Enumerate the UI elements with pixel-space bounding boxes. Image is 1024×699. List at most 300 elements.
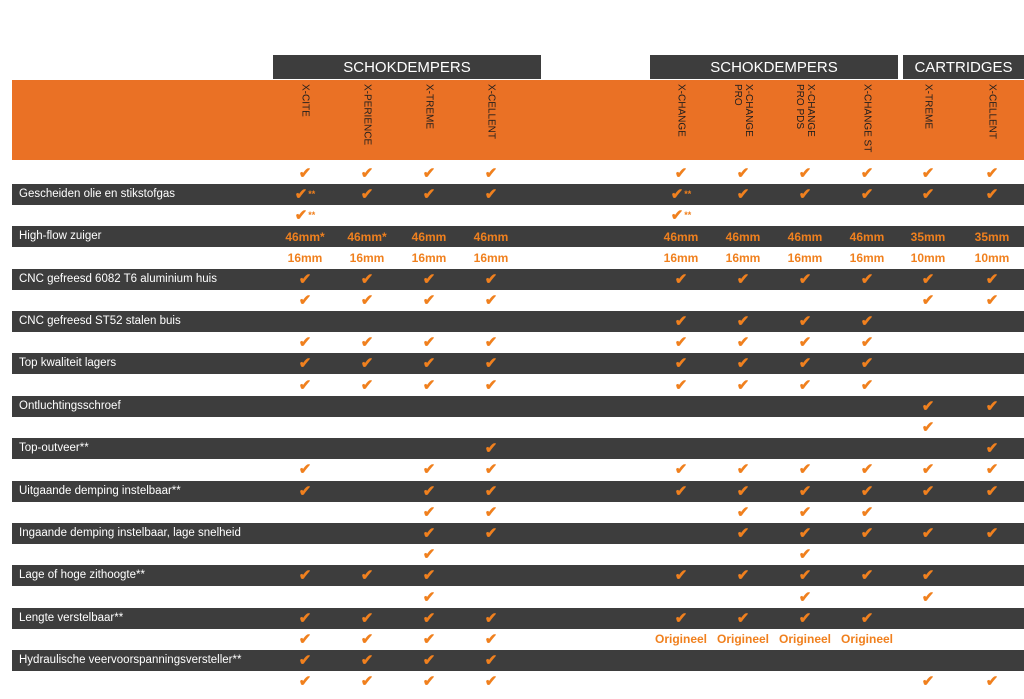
table-cell — [337, 608, 397, 628]
table-cell — [962, 227, 1022, 247]
table-cell — [275, 375, 335, 395]
table-cell — [837, 629, 897, 649]
table-cell — [837, 248, 897, 268]
table-cell — [775, 354, 835, 374]
check-icon: ✔ — [484, 482, 498, 500]
table-cell — [775, 608, 835, 628]
table-cell — [713, 460, 773, 480]
check-icon: ✔ — [360, 270, 374, 288]
table-cell — [962, 248, 1022, 268]
table-cell — [399, 269, 459, 289]
check-icon: ✔ — [298, 630, 312, 648]
table-cell — [275, 163, 335, 183]
check-icon: ✔ — [674, 609, 688, 627]
footnote-marker: ** — [308, 210, 316, 221]
check-icon: ✔ — [736, 524, 750, 542]
table-cell — [651, 311, 711, 331]
table-cell — [837, 227, 897, 247]
feature-label: Top kwaliteit lagers — [19, 357, 117, 370]
cell-value: Origineel — [840, 632, 893, 647]
check-icon: ✔ — [921, 185, 935, 203]
table-cell — [399, 545, 459, 565]
check-icon: ✔ — [484, 185, 498, 203]
feature-label: Lage of hoge zithoogte** — [19, 569, 145, 582]
table-cell — [775, 587, 835, 607]
column-header — [837, 84, 897, 154]
check-icon: ✔ — [798, 503, 812, 521]
check-icon: ✔ — [921, 291, 935, 309]
check-icon: ✔ — [298, 291, 312, 309]
table-cell — [837, 608, 897, 628]
table-cell — [898, 523, 958, 543]
check-icon: ✔ — [298, 355, 312, 373]
table-cell — [651, 460, 711, 480]
check-icon: ✔ — [422, 482, 436, 500]
check-icon: ✔ — [674, 376, 688, 394]
table-cell — [713, 163, 773, 183]
table-cell — [713, 227, 773, 247]
group-header-cartridges — [903, 55, 1024, 79]
table-cell — [962, 439, 1022, 459]
check-icon: ✔ — [484, 376, 498, 394]
check-icon: ✔ — [921, 588, 935, 606]
group-header-label: CARTRIDGES — [914, 58, 1013, 76]
check-icon: ✔ — [921, 461, 935, 479]
table-cell — [275, 481, 335, 501]
table-cell — [713, 481, 773, 501]
check-icon: ✔ — [798, 376, 812, 394]
table-cell — [713, 184, 773, 204]
table-cell — [775, 269, 835, 289]
column-header — [275, 84, 335, 154]
table-cell — [962, 290, 1022, 310]
check-icon: ✔ — [360, 630, 374, 648]
check-icon: ✔ — [422, 355, 436, 373]
check-icon: ✔ — [798, 355, 812, 373]
table-cell — [775, 566, 835, 586]
check-icon: ✔ — [422, 291, 436, 309]
check-icon: ✔ — [298, 567, 312, 585]
table-cell — [651, 184, 711, 204]
table-cell — [962, 184, 1022, 204]
table-cell — [775, 333, 835, 353]
column-header-label: X-CELLENT — [485, 84, 497, 140]
check-icon: ✔ — [294, 185, 308, 203]
cell-value: Origineel — [716, 632, 769, 647]
check-icon: ✔ — [736, 334, 750, 352]
table-cell — [337, 227, 397, 247]
cell-value: 16mm — [287, 250, 323, 265]
table-cell — [399, 651, 459, 671]
table-cell — [898, 227, 958, 247]
table-cell — [898, 566, 958, 586]
check-icon: ✔ — [798, 461, 812, 479]
table-cell — [275, 354, 335, 374]
cell-value: 16mm — [473, 250, 509, 265]
table-cell — [837, 184, 897, 204]
table-cell — [275, 205, 335, 225]
check-icon: ✔ — [422, 652, 436, 670]
feature-label: Top-outveer** — [19, 442, 89, 455]
table-cell — [962, 523, 1022, 543]
column-header-label: X-CHANGE PRO — [732, 84, 754, 137]
check-icon: ✔ — [484, 652, 498, 670]
table-cell — [461, 629, 521, 649]
check-icon: ✔ — [921, 397, 935, 415]
column-header — [775, 84, 835, 154]
table-cell — [651, 566, 711, 586]
column-header-label: X-CITE — [299, 84, 311, 117]
check-icon: ✔ — [360, 291, 374, 309]
check-icon: ✔ — [921, 270, 935, 288]
check-icon: ✔ — [484, 609, 498, 627]
check-icon: ✔ — [422, 334, 436, 352]
table-cell — [461, 290, 521, 310]
table-cell — [337, 163, 397, 183]
table-cell — [399, 460, 459, 480]
check-icon: ✔ — [484, 630, 498, 648]
cell-value: Origineel — [778, 632, 831, 647]
table-cell — [399, 163, 459, 183]
table-cell — [461, 227, 521, 247]
cell-value: 46mm — [849, 229, 885, 244]
check-icon: ✔ — [985, 185, 999, 203]
check-icon: ✔ — [860, 524, 874, 542]
table-cell — [837, 460, 897, 480]
check-icon: ✔ — [798, 334, 812, 352]
column-header — [461, 84, 521, 154]
column-header — [651, 84, 711, 154]
check-icon: ✔ — [422, 546, 436, 564]
footnote-marker: ** — [684, 210, 692, 221]
cell-value: 35mm — [974, 229, 1010, 244]
check-icon: ✔ — [985, 461, 999, 479]
check-icon: ✔ — [360, 673, 374, 691]
table-cell — [337, 375, 397, 395]
check-icon: ✔ — [670, 185, 684, 203]
check-icon: ✔ — [736, 312, 750, 330]
table-cell — [651, 269, 711, 289]
check-icon: ✔ — [860, 185, 874, 203]
check-icon: ✔ — [360, 376, 374, 394]
table-cell — [399, 227, 459, 247]
table-cell — [713, 629, 773, 649]
check-icon: ✔ — [298, 609, 312, 627]
cell-value: 46mm — [725, 229, 761, 244]
check-icon: ✔ — [736, 355, 750, 373]
table-cell — [651, 163, 711, 183]
table-cell — [775, 502, 835, 522]
check-icon: ✔ — [921, 673, 935, 691]
check-icon: ✔ — [985, 164, 999, 182]
footnote-marker: ** — [308, 189, 316, 200]
table-cell — [898, 396, 958, 416]
column-header — [399, 84, 459, 154]
check-icon: ✔ — [921, 418, 935, 436]
table-cell — [275, 460, 335, 480]
check-icon: ✔ — [422, 609, 436, 627]
check-icon: ✔ — [422, 270, 436, 288]
table-cell — [898, 587, 958, 607]
table-cell — [275, 290, 335, 310]
check-icon: ✔ — [298, 652, 312, 670]
column-header-label: X-CELLENT — [986, 84, 998, 140]
table-cell — [399, 523, 459, 543]
check-icon: ✔ — [298, 164, 312, 182]
table-cell — [837, 354, 897, 374]
table-cell — [962, 481, 1022, 501]
check-icon: ✔ — [674, 164, 688, 182]
feature-label: Uitgaande demping instelbaar** — [19, 484, 181, 497]
check-icon: ✔ — [484, 461, 498, 479]
feature-label: Lengte verstelbaar** — [19, 611, 124, 624]
table-cell — [837, 375, 897, 395]
table-cell — [337, 333, 397, 353]
table-cell — [399, 290, 459, 310]
table-cell — [775, 523, 835, 543]
check-icon: ✔ — [484, 503, 498, 521]
check-icon: ✔ — [985, 440, 999, 458]
table-cell — [461, 333, 521, 353]
table-cell — [399, 502, 459, 522]
table-cell — [399, 608, 459, 628]
table-cell — [461, 269, 521, 289]
table-cell — [275, 629, 335, 649]
check-icon: ✔ — [674, 355, 688, 373]
table-cell — [337, 651, 397, 671]
check-icon: ✔ — [422, 461, 436, 479]
table-cell — [713, 333, 773, 353]
cell-value: 46mm* — [347, 229, 387, 244]
table-cell — [461, 163, 521, 183]
feature-label: Gescheiden olie en stikstofgas — [19, 187, 175, 200]
check-icon: ✔ — [921, 524, 935, 542]
table-cell — [461, 502, 521, 522]
table-cell — [275, 566, 335, 586]
table-cell — [775, 184, 835, 204]
table-cell — [651, 248, 711, 268]
table-cell — [399, 587, 459, 607]
check-icon: ✔ — [360, 567, 374, 585]
feature-label: CNC gefreesd 6082 T6 aluminium huis — [19, 272, 217, 285]
column-header — [962, 84, 1022, 154]
table-cell — [898, 417, 958, 437]
table-cell — [898, 184, 958, 204]
table-cell — [651, 205, 711, 225]
check-icon: ✔ — [422, 630, 436, 648]
table-cell — [275, 248, 335, 268]
check-icon: ✔ — [360, 185, 374, 203]
table-cell — [962, 269, 1022, 289]
check-icon: ✔ — [422, 673, 436, 691]
check-icon: ✔ — [484, 270, 498, 288]
check-icon: ✔ — [798, 609, 812, 627]
table-cell — [898, 248, 958, 268]
check-icon: ✔ — [298, 334, 312, 352]
table-cell — [337, 269, 397, 289]
table-cell — [461, 354, 521, 374]
cell-value: 16mm — [849, 250, 885, 265]
table-cell — [713, 375, 773, 395]
table-cell — [275, 608, 335, 628]
check-icon: ✔ — [860, 355, 874, 373]
cell-value: 16mm — [663, 250, 699, 265]
check-icon: ✔ — [422, 567, 436, 585]
table-cell — [337, 248, 397, 268]
check-icon: ✔ — [860, 461, 874, 479]
check-icon: ✔ — [860, 164, 874, 182]
check-icon: ✔ — [860, 482, 874, 500]
table-cell — [898, 460, 958, 480]
check-icon: ✔ — [674, 270, 688, 288]
check-icon: ✔ — [736, 185, 750, 203]
column-header — [713, 84, 773, 154]
table-cell — [837, 481, 897, 501]
check-icon: ✔ — [484, 673, 498, 691]
table-cell — [399, 481, 459, 501]
table-cell — [962, 672, 1022, 692]
table-cell — [713, 608, 773, 628]
column-header-label: X-CHANGE PRO PDS — [794, 84, 816, 137]
check-icon: ✔ — [422, 376, 436, 394]
table-cell — [651, 481, 711, 501]
check-icon: ✔ — [860, 567, 874, 585]
check-icon: ✔ — [360, 652, 374, 670]
feature-label: High-flow zuiger — [19, 230, 102, 243]
table-cell — [713, 311, 773, 331]
table-cell — [399, 566, 459, 586]
check-icon: ✔ — [298, 270, 312, 288]
group-header-label: SCHOKDEMPERS — [710, 58, 838, 76]
table-cell — [337, 629, 397, 649]
column-header-label: X-TREME — [423, 84, 435, 129]
check-icon: ✔ — [422, 503, 436, 521]
check-icon: ✔ — [860, 334, 874, 352]
column-header-label: X-CHANGE — [675, 84, 687, 137]
table-cell — [898, 481, 958, 501]
table-cell — [962, 163, 1022, 183]
table-cell — [337, 672, 397, 692]
cell-value: 16mm — [411, 250, 447, 265]
check-icon: ✔ — [736, 270, 750, 288]
check-icon: ✔ — [422, 524, 436, 542]
check-icon: ✔ — [985, 291, 999, 309]
check-icon: ✔ — [985, 673, 999, 691]
column-header — [898, 84, 958, 154]
check-icon: ✔ — [736, 567, 750, 585]
check-icon: ✔ — [422, 185, 436, 203]
table-cell — [898, 163, 958, 183]
check-icon: ✔ — [736, 164, 750, 182]
table-cell — [461, 460, 521, 480]
cell-value: 46mm — [411, 229, 447, 244]
group-header-schokdempers-1 — [273, 55, 541, 79]
cell-value: 46mm — [787, 229, 823, 244]
table-cell — [399, 672, 459, 692]
table-cell — [775, 163, 835, 183]
cell-value: 46mm — [663, 229, 699, 244]
check-icon: ✔ — [484, 291, 498, 309]
table-cell — [337, 566, 397, 586]
check-icon: ✔ — [921, 164, 935, 182]
table-cell — [651, 375, 711, 395]
group-header-label: SCHOKDEMPERS — [343, 58, 471, 76]
table-cell — [713, 354, 773, 374]
table-cell — [651, 333, 711, 353]
check-icon: ✔ — [736, 376, 750, 394]
table-cell — [461, 375, 521, 395]
check-icon: ✔ — [736, 503, 750, 521]
table-cell — [837, 163, 897, 183]
check-icon: ✔ — [798, 482, 812, 500]
table-cell — [713, 269, 773, 289]
table-cell — [399, 248, 459, 268]
table-cell — [461, 248, 521, 268]
table-cell — [337, 184, 397, 204]
check-icon: ✔ — [985, 482, 999, 500]
check-icon: ✔ — [360, 355, 374, 373]
check-icon: ✔ — [484, 355, 498, 373]
check-icon: ✔ — [985, 524, 999, 542]
table-cell — [713, 523, 773, 543]
cell-value: 10mm — [910, 250, 946, 265]
column-header-label: X-TREME — [922, 84, 934, 129]
table-cell — [399, 333, 459, 353]
check-icon: ✔ — [798, 312, 812, 330]
table-cell — [713, 566, 773, 586]
check-icon: ✔ — [798, 270, 812, 288]
table-cell — [461, 608, 521, 628]
cell-value: 16mm — [349, 250, 385, 265]
table-cell — [898, 290, 958, 310]
check-icon: ✔ — [484, 334, 498, 352]
footnote-marker: ** — [684, 189, 692, 200]
table-cell — [775, 629, 835, 649]
check-icon: ✔ — [798, 588, 812, 606]
cell-value: 10mm — [974, 250, 1010, 265]
table-cell — [275, 672, 335, 692]
check-icon: ✔ — [670, 206, 684, 224]
table-cell — [837, 523, 897, 543]
check-icon: ✔ — [860, 376, 874, 394]
table-cell — [775, 311, 835, 331]
table-cell — [461, 439, 521, 459]
cell-value: 46mm* — [285, 229, 325, 244]
cell-value: 16mm — [787, 250, 823, 265]
cell-value: 46mm — [473, 229, 509, 244]
check-icon: ✔ — [422, 164, 436, 182]
check-icon: ✔ — [298, 461, 312, 479]
table-cell — [275, 269, 335, 289]
table-cell — [713, 502, 773, 522]
table-cell — [399, 184, 459, 204]
table-cell — [651, 608, 711, 628]
table-cell — [275, 333, 335, 353]
check-icon: ✔ — [860, 270, 874, 288]
feature-label: Ingaande demping instelbaar, lage snelheid — [19, 526, 241, 539]
check-icon: ✔ — [360, 609, 374, 627]
check-icon: ✔ — [298, 673, 312, 691]
cell-value: 35mm — [910, 229, 946, 244]
check-icon: ✔ — [294, 206, 308, 224]
table-cell — [461, 523, 521, 543]
cell-value: 16mm — [725, 250, 761, 265]
feature-row-band — [12, 396, 1024, 417]
table-cell — [837, 269, 897, 289]
table-cell — [775, 481, 835, 501]
table-cell — [898, 672, 958, 692]
check-icon: ✔ — [798, 185, 812, 203]
